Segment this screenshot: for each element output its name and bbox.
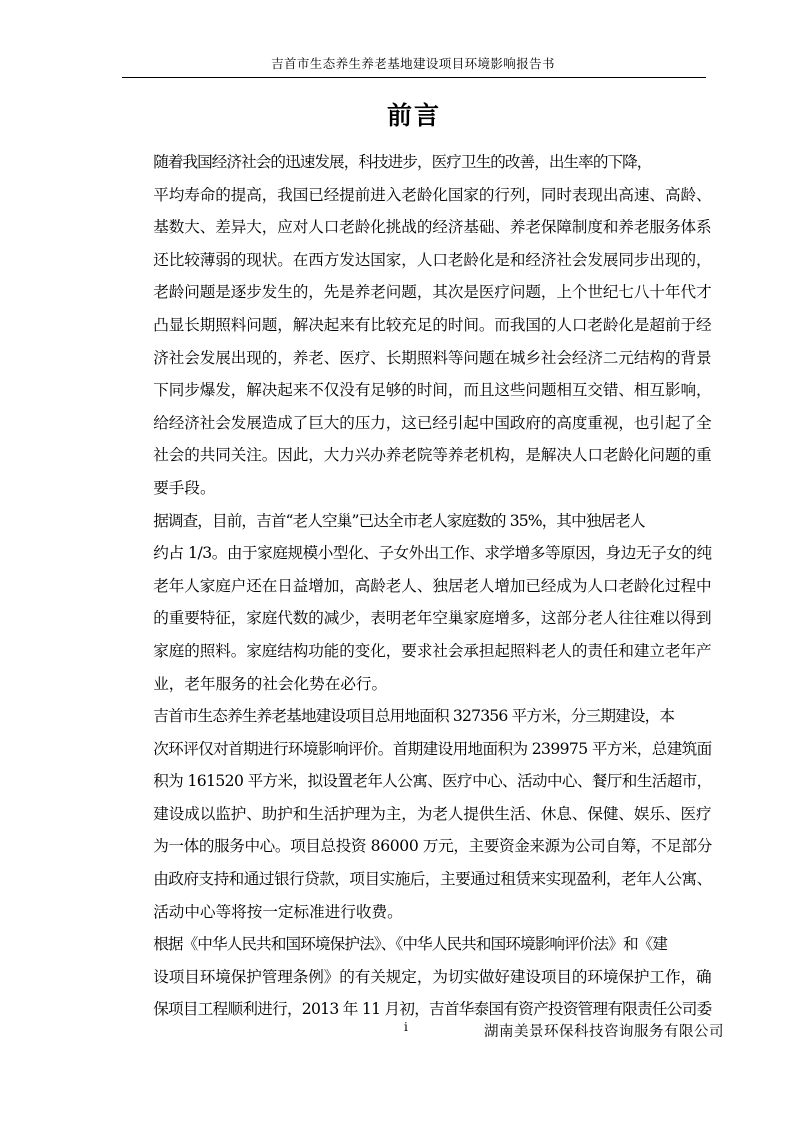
text-line: 济社会发展出现的，养老、医疗、长期照料等问题在城乡社会经济二元结构的背景 (153, 348, 712, 367)
paragraph-legal-basis (122, 928, 712, 1026)
text-line: 为一体的服务中心。项目总投资 86000 万元，主要资金来源为公司自筹，不足部分 (153, 837, 712, 856)
text-line: 家庭的照料。家庭结构功能的变化，要求社会承担起照料老人的责任和建立老年产 (153, 641, 712, 660)
text-line: 还比较薄弱的现状。在西方发达国家，人口老龄化是和经济社会发展同步出现的， (153, 250, 712, 269)
paragraph-project-overview (122, 700, 712, 928)
page-number: i (404, 1020, 408, 1034)
page-title: 前言 (386, 101, 441, 130)
text-line: 社会的共同关注。因此，大力兴办养老院等养老机构，是解决人口老龄化问题的重 (153, 446, 712, 465)
footer-company: 湖南美景环保科技咨询服务有限公司 (484, 1024, 724, 1040)
text-line: 凸显长期照料问题，解决起来有比较充足的时间。而我国的人口老龄化是超前于经 (153, 315, 712, 334)
text-line: 下同步爆发，解决起来不仅没有足够的时间，而且这些问题相互交错、相互影响， (153, 381, 712, 400)
text-line: 老龄问题是逐步发生的，先是养老问题，其次是医疗问题，上个世纪七八十年代才 (153, 283, 712, 302)
text-line: 由政府支持和通过银行贷款，项目实施后，主要通过租赁来实现盈利，老年人公寓、 (153, 870, 712, 889)
text-line: 次环评仅对首期进行环境影响评价。首期建设用地面积为 239975 平方米，总建筑面 (153, 739, 712, 758)
text-line: 平均寿命的提高，我国已经提前进入老龄化国家的行列，同时表现出高速、高龄、 (153, 185, 712, 204)
text-line: 要手段。 (153, 478, 216, 497)
body-text (122, 146, 712, 1026)
text-line: 随着我国经济社会的迅速发展，科技进步，医疗卫生的改善，出生率的下降， (153, 153, 652, 171)
text-line: 建设成以监护、助护和生活护理为主，为老人提供生活、休息、保健、娱乐、医疗 (153, 804, 712, 823)
text-line: 保项目工程顺利进行，2013 年 11 月初，吉首华泰国有资产投资管理有限责任公司委 (153, 1000, 712, 1019)
text-line: 活动中心等将按一定标准进行收费。 (153, 902, 403, 921)
text-line: 根据《中华人民共和国环境保护法》、《中华人民共和国环境影响评价法》和《建 (153, 935, 668, 954)
text-line: 的重要特征，家庭代数的减少，表明老年空巢家庭增多，这部分老人往往难以得到 (153, 609, 712, 628)
paragraph-aging-background (122, 146, 712, 505)
text-line: 基数大、差异大，应对人口老龄化挑战的经济基础、养老保障制度和养老服务体系 (153, 218, 712, 237)
paragraph-survey (122, 505, 712, 701)
header-rule (122, 77, 706, 78)
text-line: 业，老年服务的社会化势在必行。 (153, 674, 388, 693)
text-line: 设项目环境保护管理条例》的有关规定，为切实做好建设项目的环境保护工作，确 (153, 967, 712, 986)
running-header: 吉首市生态养生养老基地建设项目环境影响报告书 (271, 56, 555, 71)
text-line: 给经济社会发展造成了巨大的压力，这已经引起中国政府的高度重视，也引起了全 (153, 413, 712, 432)
text-line: 老年人家庭户还在日益增加，高龄老人、独居老人增加已经成为人口老龄化过程中 (153, 576, 712, 595)
text-line: 吉首市生态养生养老基地建设项目总用地面积 327356 平方米，分三期建设，本 (153, 707, 675, 726)
text-line: 据调查，目前，吉首“老人空巢”已达全市老人家庭数的 35%，其中独居老人 (153, 511, 645, 530)
text-line: 约占 1/3。由于家庭规模小型化、子女外出工作、求学增多等原因，身边无子女的纯 (153, 544, 712, 563)
text-line: 积为 161520 平方米，拟设置老年人公寓、医疗中心、活动中心、餐厅和生活超市， (153, 772, 712, 791)
